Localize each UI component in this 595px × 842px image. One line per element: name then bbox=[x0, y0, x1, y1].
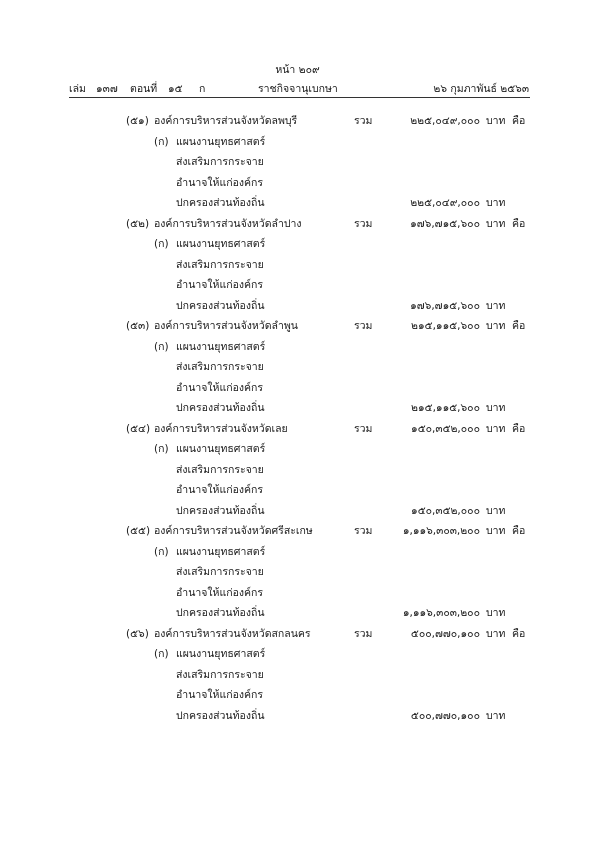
plan-line-4 bbox=[0, 604, 595, 622]
currency-unit: บาท bbox=[486, 504, 506, 517]
section-label: ตอนที่ bbox=[130, 83, 158, 95]
organization-name: องค์การบริหารส่วนจังหวัดลพบุรี bbox=[154, 115, 298, 127]
plan-text: อำนาจให้แก่องค์กร bbox=[176, 279, 264, 291]
plan-line-4 bbox=[0, 297, 595, 315]
organization-name: องค์การบริหารส่วนจังหวัดศรีสะเกษ bbox=[154, 525, 313, 537]
entry-number: (๕๓) bbox=[126, 320, 150, 332]
section-number: ๑๕ bbox=[168, 83, 183, 95]
plan-code: (ก) bbox=[154, 648, 169, 660]
currency-unit: บาท bbox=[486, 115, 506, 127]
plan-line-2 bbox=[0, 666, 595, 684]
plan-text: ปกครองส่วนท้องถิ่น bbox=[176, 197, 265, 209]
total-amount: ๑,๑๑๖,๓๐๓,๒๐๐ bbox=[402, 525, 480, 537]
plan-line-2 bbox=[0, 256, 595, 274]
total-label: รวม bbox=[354, 320, 373, 332]
section-suffix: ก bbox=[199, 83, 206, 95]
entry-number: (๕๔) bbox=[126, 422, 151, 435]
plan-code: (ก) bbox=[154, 135, 169, 148]
currency-unit: บาท bbox=[486, 197, 506, 209]
page-number: หน้า ๒๐๙ bbox=[275, 64, 320, 76]
plan-line-3 bbox=[0, 174, 595, 192]
budget-entry bbox=[0, 625, 595, 728]
total-amount: ๕๐๐,๗๗๐,๑๐๐ bbox=[410, 627, 480, 640]
total-label: รวม bbox=[354, 115, 373, 127]
plan-line bbox=[0, 543, 595, 561]
plan-name: แผนงานยุทธศาสตร์ bbox=[176, 135, 266, 148]
entry-heading bbox=[0, 317, 595, 335]
total-amount: ๑๗๖,๗๑๕,๖๐๐ bbox=[410, 217, 480, 230]
budget-entries bbox=[0, 112, 595, 727]
plan-text: ปกครองส่วนท้องถิ่น bbox=[176, 299, 265, 312]
total-amount: ๑๕๐,๓๕๒,๐๐๐ bbox=[411, 422, 480, 435]
total-label: รวม bbox=[354, 217, 373, 230]
plan-text: ส่งเสริมการกระจาย bbox=[176, 668, 264, 681]
plan-text: ปกครองส่วนท้องถิ่น bbox=[176, 607, 265, 619]
plan-text: ปกครองส่วนท้องถิ่น bbox=[176, 504, 265, 517]
plan-line-3 bbox=[0, 379, 595, 397]
plan-line-3 bbox=[0, 584, 595, 602]
header-divider bbox=[69, 97, 530, 98]
budget-entry bbox=[0, 317, 595, 420]
organization-name: องค์การบริหารส่วนจังหวัดเลย bbox=[154, 422, 288, 435]
currency-unit: บาท bbox=[486, 299, 506, 312]
currency-unit: บาท bbox=[486, 627, 506, 640]
subtotal-amount: ๕๐๐,๗๗๐,๑๐๐ bbox=[410, 709, 480, 722]
plan-line-3 bbox=[0, 276, 595, 294]
namely-label: คือ bbox=[512, 422, 526, 435]
plan-code: (ก) bbox=[154, 545, 169, 558]
plan-text: ปกครองส่วนท้องถิ่น bbox=[176, 402, 265, 414]
plan-text: ส่งเสริมการกระจาย bbox=[176, 156, 264, 168]
namely-label: คือ bbox=[512, 217, 526, 230]
plan-line bbox=[0, 338, 595, 356]
entry-number: (๕๕) bbox=[126, 525, 151, 537]
organization-name: องค์การบริหารส่วนจังหวัดลำพูน bbox=[154, 320, 298, 332]
plan-line-2 bbox=[0, 358, 595, 376]
currency-unit: บาท bbox=[486, 217, 506, 230]
entry-number: (๕๖) bbox=[126, 627, 149, 640]
plan-text: ส่งเสริมการกระจาย bbox=[176, 463, 264, 476]
gazette-name: ราชกิจจานุเบกษา bbox=[258, 83, 338, 95]
subtotal-amount: ๒๑๕,๑๑๕,๖๐๐ bbox=[411, 402, 480, 414]
plan-line-2 bbox=[0, 461, 595, 479]
volume-number: ๑๓๗ bbox=[96, 83, 118, 95]
plan-line-2 bbox=[0, 563, 595, 581]
plan-text: ส่งเสริมการกระจาย bbox=[176, 361, 264, 373]
plan-name: แผนงานยุทธศาสตร์ bbox=[176, 648, 266, 660]
namely-label: คือ bbox=[512, 627, 526, 640]
plan-text: อำนาจให้แก่องค์กร bbox=[176, 381, 264, 394]
plan-text: อำนาจให้แก่องค์กร bbox=[176, 586, 264, 599]
plan-line bbox=[0, 235, 595, 253]
plan-line-4 bbox=[0, 399, 595, 417]
organization-name: องค์การบริหารส่วนจังหวัดลำปาง bbox=[154, 217, 302, 230]
currency-unit: บาท bbox=[486, 525, 506, 537]
entry-heading bbox=[0, 625, 595, 643]
plan-name: แผนงานยุทธศาสตร์ bbox=[176, 340, 266, 353]
entry-number: (๕๒) bbox=[126, 217, 150, 230]
plan-line-3 bbox=[0, 686, 595, 704]
subtotal-amount: ๑๗๖,๗๑๕,๖๐๐ bbox=[410, 299, 480, 312]
plan-line bbox=[0, 133, 595, 151]
volume-label: เล่ม bbox=[69, 83, 86, 95]
currency-unit: บาท bbox=[486, 422, 506, 435]
budget-entry bbox=[0, 112, 595, 215]
plan-text: อำนาจให้แก่องค์กร bbox=[176, 484, 264, 496]
plan-code: (ก) bbox=[154, 340, 169, 353]
plan-line bbox=[0, 645, 595, 663]
currency-unit: บาท bbox=[486, 320, 506, 332]
publication-date: ๒๖ กุมภาพันธ์ ๒๕๖๓ bbox=[433, 83, 529, 95]
plan-name: แผนงานยุทธศาสตร์ bbox=[176, 443, 266, 455]
namely-label: คือ bbox=[512, 525, 526, 537]
entry-heading bbox=[0, 215, 595, 233]
plan-line-2 bbox=[0, 153, 595, 171]
plan-line bbox=[0, 440, 595, 458]
subtotal-amount: ๑,๑๑๖,๓๐๓,๒๐๐ bbox=[402, 607, 480, 619]
total-label: รวม bbox=[354, 422, 373, 435]
total-amount: ๒๑๕,๑๑๕,๖๐๐ bbox=[411, 320, 480, 332]
entry-number: (๕๑) bbox=[126, 115, 149, 127]
plan-text: ส่งเสริมการกระจาย bbox=[176, 566, 264, 578]
currency-unit: บาท bbox=[486, 402, 506, 414]
total-label: รวม bbox=[354, 627, 373, 640]
plan-text: อำนาจให้แก่องค์กร bbox=[176, 689, 264, 701]
plan-line-3 bbox=[0, 481, 595, 499]
gazette-header bbox=[0, 80, 595, 96]
currency-unit: บาท bbox=[486, 709, 506, 722]
plan-line-4 bbox=[0, 502, 595, 520]
total-label: รวม bbox=[354, 525, 373, 537]
entry-heading bbox=[0, 420, 595, 438]
plan-text: ส่งเสริมการกระจาย bbox=[176, 258, 264, 271]
budget-entry bbox=[0, 522, 595, 625]
budget-entry bbox=[0, 215, 595, 318]
namely-label: คือ bbox=[512, 115, 526, 127]
entry-heading bbox=[0, 522, 595, 540]
plan-line-4 bbox=[0, 194, 595, 212]
subtotal-amount: ๒๒๕,๐๔๙,๐๐๐ bbox=[410, 197, 480, 209]
total-amount: ๒๒๕,๐๔๙,๐๐๐ bbox=[410, 115, 480, 127]
organization-name: องค์การบริหารส่วนจังหวัดสกลนคร bbox=[154, 627, 311, 640]
plan-name: แผนงานยุทธศาสตร์ bbox=[176, 238, 266, 250]
plan-code: (ก) bbox=[154, 443, 169, 455]
subtotal-amount: ๑๕๐,๓๕๒,๐๐๐ bbox=[411, 504, 480, 517]
plan-line-4 bbox=[0, 707, 595, 725]
namely-label: คือ bbox=[512, 320, 526, 332]
entry-heading bbox=[0, 112, 595, 130]
plan-text: อำนาจให้แก่องค์กร bbox=[176, 176, 264, 189]
budget-entry bbox=[0, 420, 595, 523]
plan-text: ปกครองส่วนท้องถิ่น bbox=[176, 709, 265, 722]
plan-code: (ก) bbox=[154, 238, 169, 250]
plan-name: แผนงานยุทธศาสตร์ bbox=[176, 545, 266, 558]
currency-unit: บาท bbox=[486, 607, 506, 619]
